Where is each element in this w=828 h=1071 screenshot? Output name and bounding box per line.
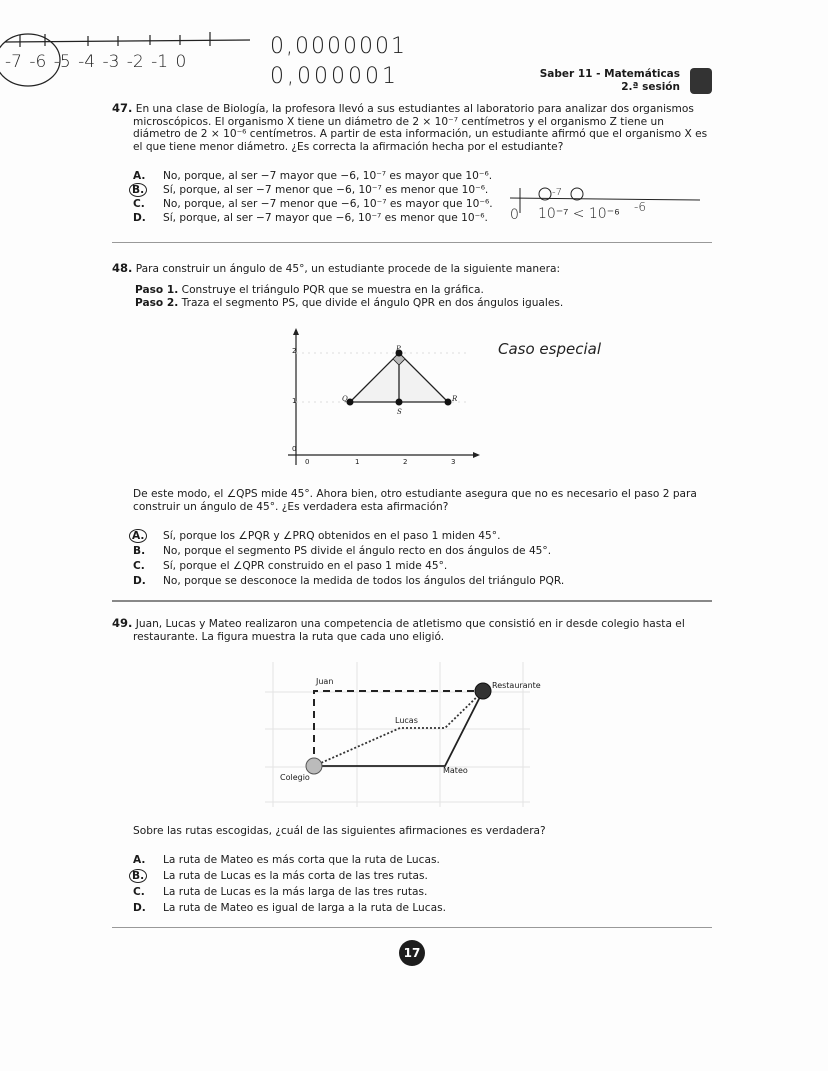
- point-q-label: Q: [342, 395, 348, 403]
- point-s-label: S: [397, 408, 402, 416]
- handwritten-zero: 0: [510, 207, 519, 223]
- label-colegio: Colegio: [280, 773, 310, 782]
- q49-option-a[interactable]: A. La ruta de Mateo es más corta que la ruta de Lucas.: [133, 854, 440, 866]
- q47-option-b[interactable]: B. Sí, porque, al ser −7 menor que −6, 10⁻⁷ es menor que 10⁻⁶.: [133, 184, 488, 197]
- divider: [112, 600, 712, 602]
- handwritten-note: Caso especial: [498, 340, 601, 358]
- q49-option-c[interactable]: C. La ruta de Lucas es la más larga de las tres rutas.: [133, 886, 428, 898]
- question-48: 48. Para construir un ángulo de 45°, un estudiante procede de la siguiente manera:: [112, 261, 561, 275]
- question-49-text: Juan, Lucas y Mateo realizaron una competencia de atletismo que consistió en ir desde colegio hasta el restaurante. La figura muestra la ruta que cada uno eligió.: [133, 618, 685, 643]
- label-lucas: Lucas: [395, 716, 418, 725]
- q49-option-d[interactable]: D. La ruta de Mateo es igual de larga a la ruta de Lucas.: [133, 902, 446, 914]
- question-49: 49. Juan, Lucas y Mateo realizaron una competencia de atletismo que consistió en ir desde colegio hasta el restaurante. La figura muestra la ruta que cada uno eligió.: [112, 616, 685, 643]
- page-header: [540, 68, 680, 94]
- q48-followup: De este modo, el ∠QPS mide 45°. Ahora bien, otro estudiante asegura que no es necesario el paso 2 para construir un ángulo de 45°. ¿Es verdadera esta afirmación?: [133, 488, 697, 513]
- q48-steps: Paso 1. Construye el triángulo PQR que se muestra en la gráfica. Paso 2. Traza el segmento PS, que divide el ángulo QPR en dos ángulos iguales.: [135, 284, 564, 309]
- label-juan: Juan: [316, 677, 334, 686]
- handwritten-mark-7: -7: [552, 187, 562, 198]
- triangle-graph: [280, 325, 480, 475]
- label-restaurante: Restaurante: [492, 681, 541, 690]
- q48-option-c[interactable]: C. Sí, porque el ∠QPR construido en el paso 1 mide 45°.: [133, 560, 448, 572]
- q49-option-b[interactable]: B. La ruta de Lucas es la más corta de las tres rutas.: [133, 870, 428, 883]
- divider: [112, 927, 712, 928]
- x-tick-0: 0: [305, 458, 310, 466]
- q48-option-a[interactable]: A. Sí, porque los ∠PQR y ∠PRQ obtenidos en el paso 1 miden 45°.: [133, 530, 500, 543]
- y-tick-0: 0: [292, 445, 297, 453]
- divider: [112, 242, 712, 243]
- q47-option-a[interactable]: A. No, porque, al ser −7 mayor que −6, 10⁻⁷ es mayor que 10⁻⁶.: [133, 170, 493, 182]
- point-p-label: P: [396, 345, 401, 353]
- handwritten-decimal-1: 0,0000001: [270, 34, 407, 59]
- q49-question: Sobre las rutas escogidas, ¿cuál de las siguientes afirmaciones es verdadera?: [133, 825, 546, 837]
- page-number: 17: [399, 940, 425, 966]
- q47-option-c[interactable]: C. No, porque, al ser −7 menor que −6, 10⁻⁷ es mayor que 10⁻⁶.: [133, 198, 493, 210]
- header-title: Saber 11 - Matemáticas: [539, 68, 680, 80]
- x-tick-1: 1: [355, 458, 360, 466]
- label-mateo: Mateo: [443, 766, 468, 775]
- logo-icon: [690, 68, 712, 94]
- q47-option-d[interactable]: D. Sí, porque, al ser −7 mayor que −6, 10⁻⁷ es menor que 10⁻⁶.: [133, 212, 488, 224]
- routes-figure: [265, 662, 530, 807]
- number-line-labels: -7 -6 -5 -4 -3 -2 -1 0: [5, 52, 187, 72]
- q48-option-b[interactable]: B. No, porque el segmento PS divide el ángulo recto en dos ángulos de 45°.: [133, 545, 552, 557]
- handwritten-mark-6: -6: [634, 200, 646, 214]
- question-48-text: Para construir un ángulo de 45°, un estudiante procede de la siguiente manera:: [135, 263, 561, 275]
- point-r-label: R: [452, 395, 458, 403]
- handwritten-comparison: 10⁻⁷ < 10⁻⁶: [538, 206, 620, 222]
- y-tick-1: 1: [292, 397, 297, 405]
- y-tick-2: 2: [292, 347, 297, 355]
- question-47: 47. En una clase de Biología, la profesora llevó a sus estudiantes al laboratorio para analizar dos organismos microscópicos. El organismo X tiene un diámetro de 2 × 10⁻⁷ centímetros y el organismo Z tiene un diámetro de 2 × 10⁻⁶ centímetros. A partir de esta información, un estudiante afirmó que el organismo X es el que tiene menor diámetro. ¿Es correcta la afirmación hecha por el estudiante?: [112, 101, 708, 153]
- x-tick-2: 2: [403, 458, 408, 466]
- q48-option-d[interactable]: D. No, porque se desconoce la medida de todos los ángulos del triángulo PQR.: [133, 575, 565, 587]
- handwritten-decimal-2: 0,000001: [270, 64, 399, 89]
- x-tick-3: 3: [451, 458, 456, 466]
- header-session: 2.ª sesión: [621, 81, 680, 93]
- question-47-text: En una clase de Biología, la profesora llevó a sus estudiantes al laboratorio para analizar dos organismos microscópicos. El organismo X tiene un diámetro de 2 × 10⁻⁷ centímetros y el organismo Z tiene un diámetro de 2 × 10⁻⁶ centímetros. A partir de esta información, un estudiante afirmó que el organismo X es el que tiene menor diámetro. ¿Es correcta la afirmación hecha por el estudiante?: [133, 103, 708, 153]
